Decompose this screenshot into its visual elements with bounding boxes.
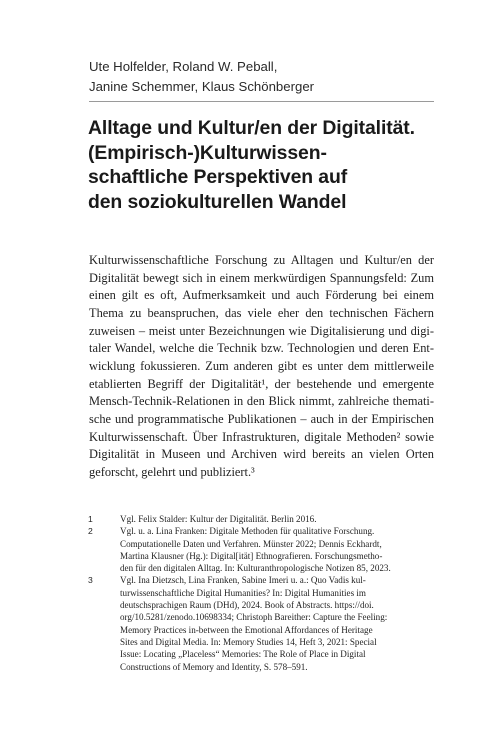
title-line: den soziokulturellen Wandel [88,190,347,213]
footnotes [89,513,434,673]
body-line: sche und programmatische Publikationen – auch in der Empirischen [89,411,434,426]
body-line: Kulturwissenschaftliche Forschung zu Alltagen und Kultur/en der [89,253,434,267]
footnote-line: deutschsprachigen Raum (DHd), 2024. Book of Abstracts. https://doi. [120,600,374,611]
body-line: Digitalität bewegt sich in einem merkwürdigen Spannungsfeld: Zum [89,270,434,285]
footnote [89,513,434,525]
footnote-line: Constructions of Memory and Identity, S. 578–591. [120,661,308,672]
footnote-number: 1 [88,514,93,524]
footnote-line: Issue: Locating „Placeless“ Memories: The Role of Place in Digital [120,649,366,660]
title-line: Alltage und Kultur/en der Digitalität. [88,117,415,139]
footnote-line: den für den digitalen Alltag. In: Kulturanthropologische Notizen 85, 2023. [120,563,391,574]
author-list [89,57,449,97]
body-paragraph [89,252,434,482]
body-line: Kulturwissenschaft. Über Infrastrukturen, digitale Methoden² sowie [89,429,434,444]
footnote-line: turwissenschaftliche Digital Humanities? In: Digital Humanities im [120,587,366,598]
body-line: wicklung fokussieren. Zum anderen gibt es unter dem mittlerweile [89,358,434,373]
footnote-line: org/10.5281/zenodo.10698334; Christoph Bareither: Capture the Feeling: [120,612,388,623]
authors-line: Ute Holfelder, Roland W. Peball, [89,59,278,74]
footnote-line: Memory Practices in-between the Emotional Affordances of Heritage [120,624,373,635]
footnote-line: Vgl. u. a. Lina Franken: Digitale Methoden für qualitative Forschung. [120,526,375,537]
body-line: taler Wandel, welche die Technik bzw. Technologien und deren Ent- [89,341,434,356]
body-line: Digitalität in Museen und Archiven wird bereits an vielen Orten [89,447,434,462]
body-line: zuweisen – meist unter Bezeichnungen wie Digitalisierung und digi- [89,323,434,338]
title-line: (Empirisch-)Kulturwissen- [88,141,327,164]
footnote [89,574,434,672]
footnote-line: Vgl. Felix Stalder: Kultur der Digitalität. Berlin 2016. [120,514,317,524]
body-line: geforscht, gelehrt und publiziert.³ [89,464,255,479]
body-line: Thema zu beanspruchen, das viele eher den technischen Fächern [89,305,434,320]
footnote-number: 2 [88,526,93,537]
body-line: Mensch-Technik-Relationen in den Blick nimmt, zahlreiche themati- [89,394,434,409]
chapter-title [88,116,438,214]
footnote-line: Computationelle Daten und Verfahren. Münster 2022; Dennis Eckhardt, [120,538,382,549]
footnote-line: Sites and Digital Media. In: Memory Studies 14, Heft 3, 2021: Special [120,636,377,647]
body-line: einen gilt es oft, Aufmerksamkeit und auch Förderung bei einem [89,288,434,303]
footnote-line: Vgl. Ina Dietzsch, Lina Franken, Sabine Imeri u. a.: Quo Vadis kul- [120,575,366,586]
header-divider [89,101,434,102]
authors-line: Janine Schemmer, Klaus Schönberger [89,79,315,94]
title-line: schaftliche Perspektiven auf [88,166,348,189]
body-line: etablierten Begriff der Digitalität¹, der bestehende und emergente [89,376,434,391]
footnote-number: 3 [88,575,93,586]
footnote [89,525,434,574]
footnote-line: Martina Klausner (Hg.): Digital[ität] Ethnografieren. Forschungsmetho- [120,550,383,561]
